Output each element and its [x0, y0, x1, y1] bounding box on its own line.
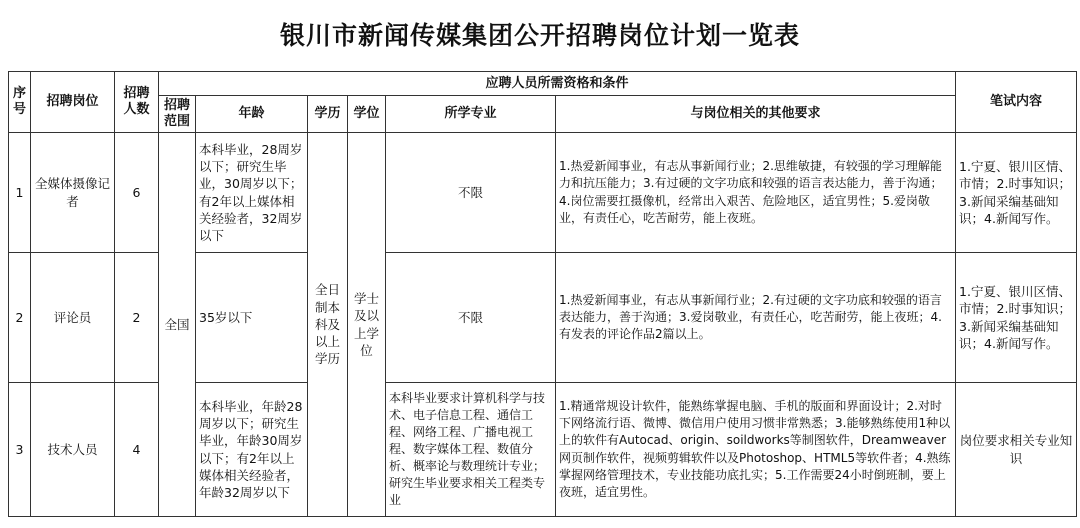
cell-major: 不限 — [386, 253, 556, 383]
table-row — [9, 133, 1077, 253]
header-major: 所学专业 — [386, 96, 556, 133]
cell-position: 全媒体摄像记者 — [31, 133, 115, 253]
header-other: 与岗位相关的其他要求 — [556, 96, 956, 133]
header-qualifications: 应聘人员所需资格和条件 — [159, 72, 956, 96]
header-age: 年龄 — [196, 96, 308, 133]
header-scope: 招聘范围 — [159, 96, 196, 133]
cell-scope: 全国 — [159, 133, 196, 517]
header-position: 招聘岗位 — [31, 72, 115, 133]
cell-exam: 岗位要求相关专业知识 — [956, 383, 1077, 517]
cell-position: 评论员 — [31, 253, 115, 383]
cell-count: 4 — [115, 383, 159, 517]
cell-seq: 1 — [9, 133, 31, 253]
cell-age: 本科毕业，年龄28周岁以下；研究生毕业，年龄30周岁以下；有2年以上媒体相关经验者，年龄32周岁以下 — [196, 383, 308, 517]
page-title: 银川市新闻传媒集团公开招聘岗位计划一览表 — [279, 21, 800, 50]
header-education: 学历 — [308, 96, 348, 133]
header-degree: 学位 — [348, 96, 386, 133]
cell-age: 35岁以下 — [196, 253, 308, 383]
cell-exam: 1.宁夏、银川区情、市情；2.时事知识；3.新闻采编基础知识；4.新闻写作。 — [956, 133, 1077, 253]
header-seq: 序号 — [9, 72, 31, 133]
header-row-2 — [9, 96, 1077, 133]
cell-major: 本科毕业要求计算机科学与技术、电子信息工程、通信工程、网络工程、广播电视工程、数字媒体工程、数值分析、概率论与数理统计专业；研究生毕业要求相关工程类专业 — [386, 383, 556, 517]
cell-seq: 2 — [9, 253, 31, 383]
cell-other: 1.热爱新闻事业，有志从事新闻行业；2.思维敏捷，有较强的学习理解能力和抗压能力；3.有过硬的文字功底和较强的语言表达能力，善于沟通；4.岗位需要扛摄像机，经常出入艰苦、危险地区，适宜男性；5.爱岗敬业，有责任心，吃苦耐劳，能上夜班。 — [556, 133, 956, 253]
cell-count: 6 — [115, 133, 159, 253]
cell-major: 不限 — [386, 133, 556, 253]
cell-degree: 学士及以上学位 — [348, 133, 386, 517]
cell-other: 1.热爱新闻事业，有志从事新闻行业；2.有过硬的文字功底和较强的语言表达能力，善于沟通；3.爱岗敬业，有责任心，吃苦耐劳，能上夜班；4.有发表的评论作品2篇以上。 — [556, 253, 956, 383]
header-row-1 — [9, 72, 1077, 96]
cell-seq: 3 — [9, 383, 31, 517]
recruitment-table — [8, 71, 1077, 517]
cell-other: 1.精通常规设计软件，能熟练掌握电脑、手机的版面和界面设计；2.对时下网络流行语、微博、微信用户使用习惯非常熟悉；3.能够熟练使用1种以上的软件有Autocad、origin、soildworks等制图软件，Dreamweaver网页制作软件，视频剪辑软件以及Photoshop、HTML5等软件者；4.熟练掌握网络管理技术，专业技能功底扎实；5.工作需要24小时倒班制，要上夜班，适宜男性。 — [556, 383, 956, 517]
header-exam: 笔试内容 — [956, 72, 1077, 133]
header-count: 招聘人数 — [115, 72, 159, 133]
cell-exam: 1.宁夏、银川区情、市情；2.时事知识；3.新闻采编基础知识；4.新闻写作。 — [956, 253, 1077, 383]
cell-count: 2 — [115, 253, 159, 383]
cell-position: 技术人员 — [31, 383, 115, 517]
cell-education: 全日制本科及以上学历 — [308, 133, 348, 517]
cell-age: 本科毕业，28周岁以下；研究生毕业，30周岁以下；有2年以上媒体相关经验者，32周岁以下 — [196, 133, 308, 253]
